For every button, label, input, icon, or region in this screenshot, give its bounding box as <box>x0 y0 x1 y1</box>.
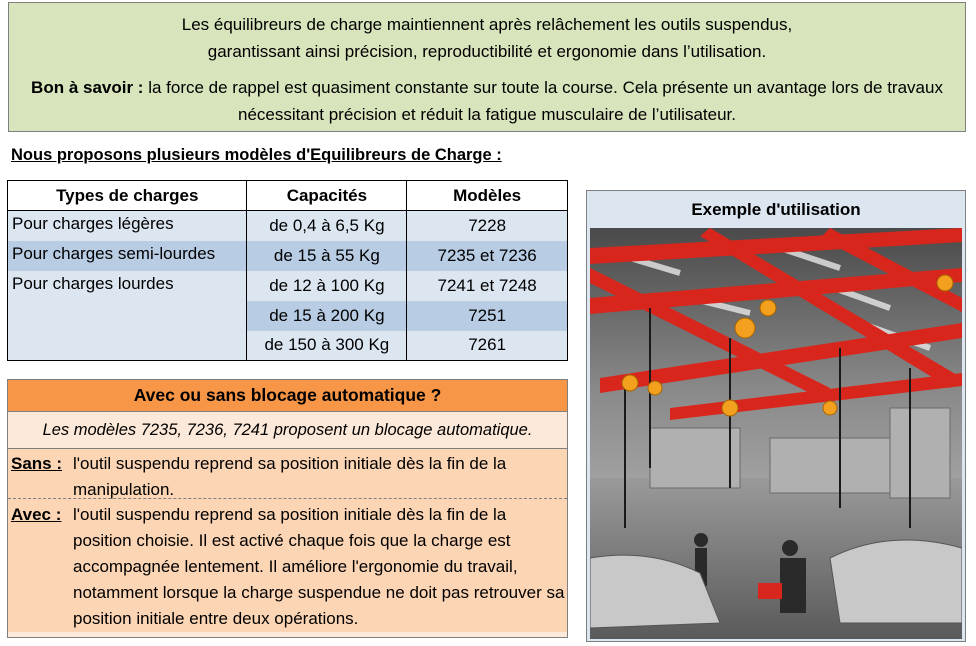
usage-example-title: Exemple d'utilisation <box>691 200 861 219</box>
sans-row <box>8 449 567 499</box>
avec-row <box>8 499 567 632</box>
cell-capacity: de 12 à 100 Kg <box>247 271 407 301</box>
table-row <box>8 211 568 241</box>
cell-capacity: de 0,4 à 6,5 Kg <box>247 211 407 241</box>
sans-label: Sans : <box>11 454 63 473</box>
cell-capacity: de 150 à 300 Kg <box>247 331 407 361</box>
sans-text: l'outil suspendu reprend sa position initiale dès la fin de la manipulation. <box>73 454 507 499</box>
header-capacities: Capacités <box>247 181 407 211</box>
usage-example-panel <box>586 190 966 642</box>
cell-capacity: de 15 à 200 Kg <box>247 301 407 331</box>
table-row <box>8 241 568 271</box>
blocage-title: Avec ou sans blocage automatique ? <box>8 380 567 412</box>
tip-text: la force de rappel est quasiment constante sur toute la course. Cela présente un avantage lors de travaux nécessitant précision et réduit la fatigue musculaire de l’utilisateur. <box>143 78 943 124</box>
avec-text: l'outil suspendu reprend sa position initiale dès la fin de la position choisie. Il est activé chaque fois que la charge est accompagnée lentement. Il améliore l'ergonomie du travail, notamment lorsque la charge suspendue ne doit pas retrouver sa position initiale entre deux opérations. <box>73 505 565 628</box>
factory-photo <box>590 228 962 639</box>
intro-tip <box>9 74 965 128</box>
cell-model: 7251 <box>407 301 568 331</box>
cell-model: 7241 et 7248 <box>407 271 568 301</box>
cell-capacity: de 15 à 55 Kg <box>247 241 407 271</box>
intro-line-2: garantissant ainsi précision, reproductibilité et ergonomie dans l’utilisation. <box>207 42 767 61</box>
blocage-box <box>7 379 568 638</box>
table-row <box>8 271 568 301</box>
header-types: Types de charges <box>8 181 247 211</box>
intro-box <box>8 2 966 132</box>
cell-model: 7228 <box>407 211 568 241</box>
cell-model: 7235 et 7236 <box>407 241 568 271</box>
models-table <box>7 180 568 361</box>
cell-type: Pour charges lourdes <box>8 271 247 361</box>
tip-label: Bon à savoir : <box>31 78 144 97</box>
cell-type: Pour charges légères <box>8 211 247 241</box>
proposal-heading: Nous proposons plusieurs modèles d'Equilibreurs de Charge : <box>11 146 502 164</box>
cell-type: Pour charges semi-lourdes <box>8 241 247 271</box>
avec-label: Avec : <box>11 505 62 524</box>
blocage-subtitle: Les modèles 7235, 7236, 7241 proposent un blocage automatique. <box>8 412 567 449</box>
intro-line-1: Les équilibreurs de charge maintiennent après relâchement les outils suspendus, <box>181 15 793 34</box>
table-header-row <box>8 181 568 211</box>
header-models: Modèles <box>407 181 568 211</box>
cell-model: 7261 <box>407 331 568 361</box>
